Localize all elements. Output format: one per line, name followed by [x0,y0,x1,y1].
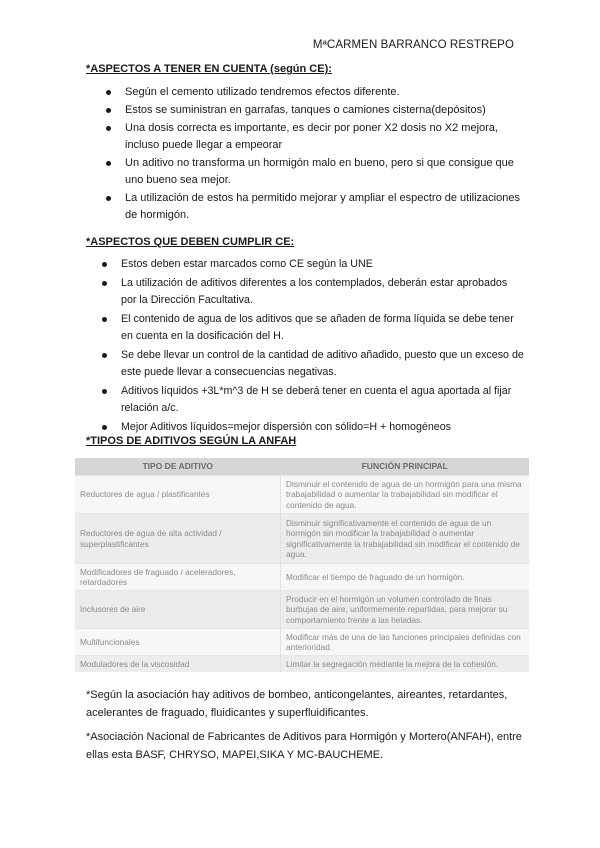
table-cell-funcion: Producir en el hormigón un volumen controlado de finas burbujas de aire, uniformemente repartidas, para mejorar su comportamiento frente a las heladas. [281,591,530,629]
list-item: Mejor Aditivos líquidos=mejor dispersión con sólido=H + homogéneos [100,419,524,436]
section-heading-aspectos-cumplir-ce: *ASPECTOS QUE DEBEN CUMPLIR CE: [86,236,295,248]
table-row [75,629,529,656]
table-row [75,514,529,564]
list-item: La utilización de estos ha permitido mejorar y ampliar el espectro de utilizaciones de hormigón. [104,190,524,224]
list-item: Aditivos líquidos +3L*m^3 de H se deberá tener en cuenta el agua aportada al fijar relación a/c. [100,383,524,417]
list-item: Una dosis correcta es importante, es decir por poner X2 dosis no X2 mejora, incluso puede llegar a empeorar [104,120,524,154]
table-cell-tipo: Moduladores de la viscosidad [75,656,281,672]
table-cell-tipo: Multifuncionales [75,629,281,656]
column-header-funcion: FUNCIÓN PRINCIPAL [281,458,530,476]
table-header-row [75,458,529,476]
table-cell-tipo: Modificadores de fraguado / aceleradores, retardadores [75,564,281,591]
table-cell-tipo: Reductores de agua de alta actividad / superplastificantes [75,514,281,564]
table-cell-tipo: Reductores de agua / plastificantes [75,476,281,514]
section-heading-aspectos-tener-en-cuenta: *ASPECTOS A TENER EN CUENTA (según CE): [86,63,332,75]
table-row [75,476,529,514]
table-row [75,564,529,591]
list-aspectos-cumplir-ce [100,256,524,438]
table-cell-funcion: Disminuir significativamente el contenido de agua de un hormigón sin modificar la trabajabilidad o aumentar significativamente la trabajabilidad sin modificar el contenido de agua. [281,514,530,564]
additives-table [75,458,529,672]
table-row [75,591,529,629]
table-cell-funcion: Limitar la segregación mediante la mejora de la cohesión. [281,656,530,672]
note-anfah: *Asociación Nacional de Fabricantes de Aditivos para Hormigón y Mortero(ANFAH), entre ellas esta BASF, CHRYSO, MAPEI,SIKA Y MC-BAUCHEME. [86,731,522,761]
list-item: El contenido de agua de los aditivos que se añaden de forma líquida se debe tener en cuenta en la dosificación del H. [100,311,524,345]
author-name: MªCARMEN BARRANCO RESTREPO [312,39,514,51]
list-item: Estos se suministran en garrafas, tanques o camiones cisterna(depósitos) [104,102,524,119]
table-cell-tipo: Inclusores de aire [75,591,281,629]
table-cell-funcion: Disminuir el contenido de agua de un hormigón para una misma trabajabilidad o aumentar la trabajabilidad sin modificar el contenido de agua. [281,476,530,514]
list-item: Se debe llevar un control de la cantidad de aditivo añadido, puesto que un exceso de este puede llevar a consecuencias negativas. [100,347,524,381]
section-heading-tipos-aditivos: *TIPOS DE ADITIVOS SEGÚN LA ANFAH [86,435,297,447]
note-aditivos-asociacion: *Según la asociación hay aditivos de bombeo, anticongelantes, aireantes, retardantes, acelerantes de fraguado, fluidicantes y superfluidificantes. [86,689,508,719]
list-item: La utilización de aditivos diferentes a los contemplados, deberán estar aprobados por la Dirección Facultativa. [100,275,524,309]
table-cell-funcion: Modificar el tiempo de fraguado de un hormigón. [281,564,530,591]
table-row [75,656,529,672]
column-header-tipo: TIPO DE ADITIVO [75,458,281,476]
list-aspectos-tener-en-cuenta [104,84,524,225]
list-item: Un aditivo no transforma un hormigón malo en bueno, pero si que consigue que uno bueno sea mejor. [104,155,524,189]
list-item: Estos deben estar marcados como CE según la UNE [100,256,524,273]
list-item: Según el cemento utilizado tendremos efectos diferente. [104,84,524,101]
table-cell-funcion: Modificar más de una de las funciones principales definidas con anterioridad. [281,629,530,656]
